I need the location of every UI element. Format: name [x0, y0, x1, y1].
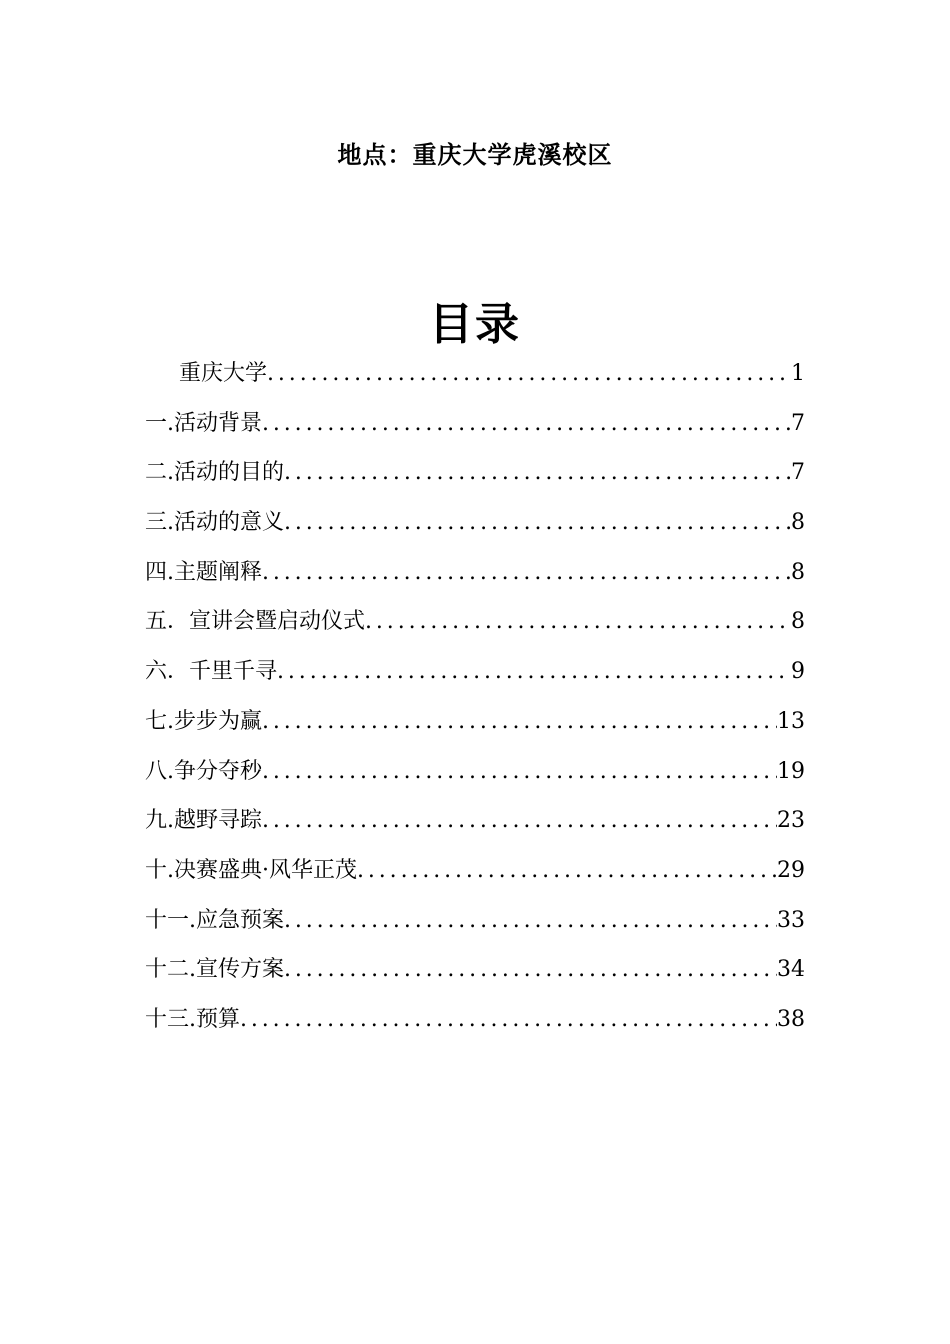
toc-leader-dots	[262, 752, 777, 792]
toc-entry[interactable]	[145, 453, 805, 503]
toc-entry-page: 23	[777, 808, 805, 834]
toc-entry-label: 二.活动的目的	[145, 460, 284, 486]
toc-leader-dots	[284, 950, 777, 990]
toc-entry[interactable]	[145, 354, 805, 404]
toc-entry-label: 六．千里千寻	[145, 659, 278, 685]
toc-entry-label: 九.越野寻踪	[145, 808, 262, 834]
toc-entry-page: 7	[791, 410, 805, 436]
toc-entry-page: 34	[777, 957, 805, 983]
toc-entry[interactable]	[145, 652, 805, 702]
toc-entry-page: 7	[791, 460, 805, 486]
toc-leader-dots	[284, 453, 791, 493]
toc-entry-page: 38	[777, 1006, 805, 1032]
toc-entry[interactable]	[145, 801, 805, 851]
toc-leader-dots	[262, 404, 791, 444]
toc-entry[interactable]	[145, 702, 805, 752]
toc-entry-page: 19	[777, 758, 805, 784]
toc-entry-page: 8	[791, 609, 805, 635]
table-of-contents	[145, 354, 805, 1050]
toc-entry[interactable]	[145, 752, 805, 802]
toc-entry[interactable]	[145, 901, 805, 951]
toc-leader-dots	[357, 851, 777, 891]
toc-leader-dots	[365, 602, 791, 642]
toc-leader-dots	[262, 801, 777, 841]
location-line: 地点：重庆大学虎溪校区	[337, 140, 613, 169]
toc-leader-dots	[284, 901, 777, 941]
toc-entry-label: 十二.宣传方案	[145, 957, 284, 983]
toc-entry-page: 8	[791, 559, 805, 585]
toc-entry-label: 七.步步为赢	[145, 708, 262, 734]
toc-leader-dots	[284, 503, 791, 543]
toc-entry-label: 一.活动背景	[145, 410, 262, 436]
toc-entry-page: 9	[791, 659, 805, 685]
toc-entry[interactable]	[145, 553, 805, 603]
toc-leader-dots	[262, 553, 791, 593]
toc-entry-label: 三.活动的意义	[145, 510, 284, 536]
toc-entry[interactable]	[145, 602, 805, 652]
toc-entry-page: 1	[791, 361, 805, 386]
toc-leader-dots	[277, 652, 791, 692]
toc-entry-page: 33	[777, 907, 805, 933]
toc-entry-label: 五．宣讲会暨启动仪式	[145, 609, 366, 635]
toc-entry-label: 十一.应急预案	[145, 907, 284, 933]
toc-entry-page: 13	[777, 708, 805, 734]
toc-entry[interactable]	[145, 503, 805, 553]
toc-entry-page: 29	[777, 857, 805, 883]
toc-entry[interactable]	[145, 404, 805, 454]
toc-leader-dots	[240, 1000, 777, 1040]
toc-entry[interactable]	[145, 950, 805, 1000]
toc-entry-label: 八.争分夺秒	[145, 758, 262, 784]
toc-entry[interactable]	[145, 1000, 805, 1050]
toc-leader-dots	[262, 702, 777, 742]
toc-entry-label: 四.主题阐释	[145, 559, 262, 585]
toc-entry-label: 重庆大学	[179, 361, 268, 386]
toc-entry-page: 8	[791, 510, 805, 536]
toc-title: 目录	[429, 299, 521, 350]
toc-entry-label: 十.决赛盛典·风华正茂	[145, 857, 357, 883]
toc-entry[interactable]	[145, 851, 805, 901]
toc-leader-dots	[267, 354, 791, 394]
toc-entry-label: 十三.预算	[145, 1006, 240, 1032]
